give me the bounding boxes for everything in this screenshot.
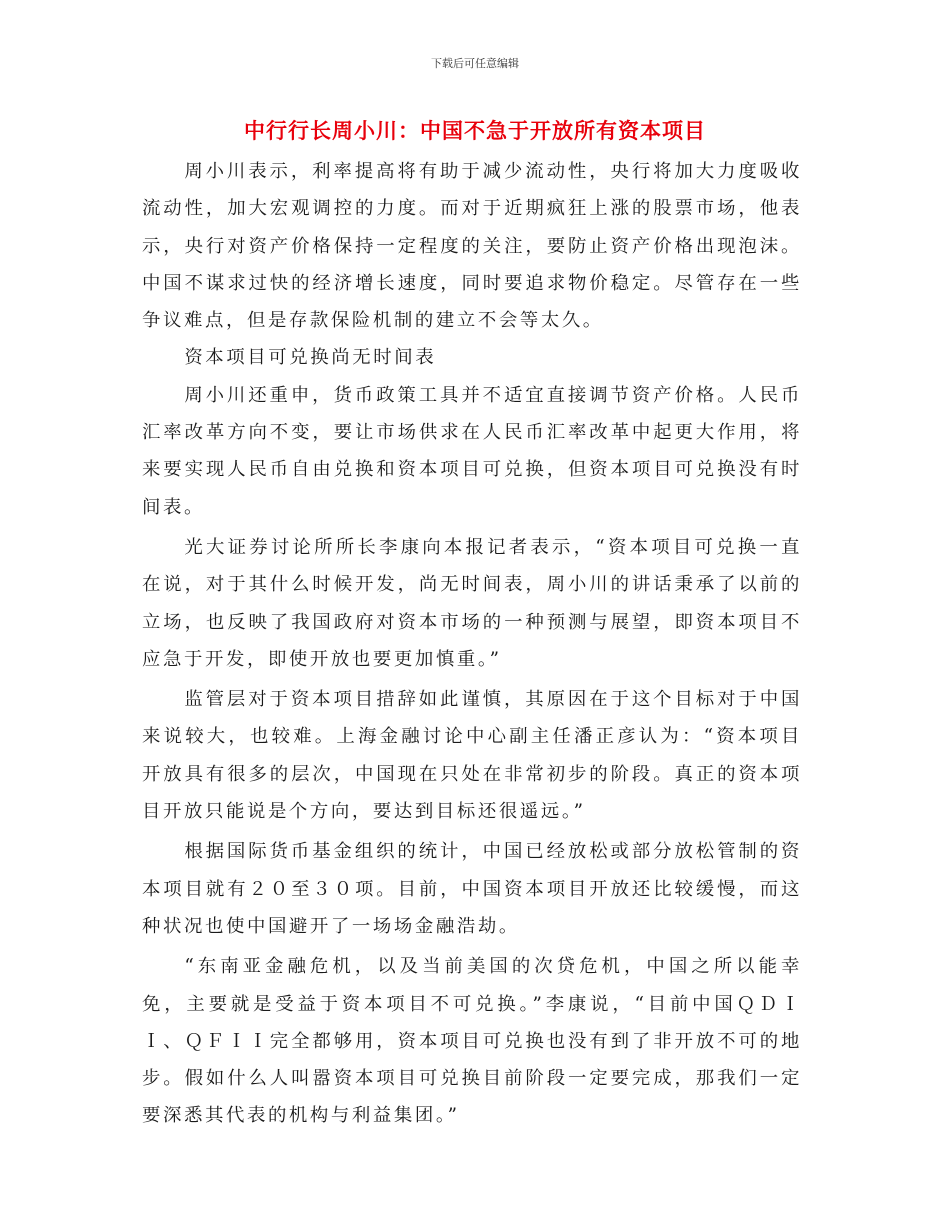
section-heading: 资本项目可兑换尚无时间表 [184,347,437,369]
paragraph-6: “东南亚金融危机，以及当前美国的次贷危机，中国之所以能幸免，主要就是受益于资本项目不可兑换。”李康说，“目前中国ＱＤＩＩ、ＱＦＩＩ完全都够用，资本项目可兑换也没有到了非开放不可的地步。假如什么人叫嚣资本项目可兑换目前阶段一定要完成，那我们一定要深悉其代表的机构与利益集团。” [142,956,802,1127]
paragraph-2: 周小川还重申，货币政策工具并不适宜直接调节资产价格。人民币汇率改革方向不变，要让市场供求在人民币汇率改革中起更大作用，将来要实现人民币自由兑换和资本项目可兑换，但资本项目可兑换没有时间表。 [142,384,802,518]
article-body [142,153,802,1135]
paragraph-3: 光大证券讨论所所长李康向本报记者表示，“资本项目可兑换一直在说，对于其什么时候开发，尚无时间表，周小川的讲话秉承了以前的立场，也反映了我国政府对资本市场的一种预测与展望，即资本项目不应急于开发，即使开放也要更加慎重。” [142,536,802,670]
paragraph-1: 周小川表示，利率提高将有助于减少流动性，央行将加大力度吸收流动性，加大宏观调控的力度。而对于近期疯狂上涨的股票市场，他表示，央行对资产价格保持一定程度的关注，要防止资产价格出现泡沫。中国不谋求过快的经济增长速度，同时要追求物价稳定。尽管存在一些争议难点，但是存款保险机制的建立不会等太久。 [142,161,802,332]
paragraph-4: 监管层对于资本项目措辞如此谨慎，其原因在于这个目标对于中国来说较大，也较难。上海金融讨论中心副主任潘正彦认为：“资本项目开放具有很多的层次，中国现在只处在非常初步的阶段。真正的资本项目开放只能说是个方向，要达到目标还很遥远。” [142,689,802,823]
page-header-note: 下载后可任意编辑 [431,57,519,70]
article-title: 中行行长周小川：中国不急于开放所有资本项目 [244,119,706,143]
paragraph-5: 根据国际货币基金组织的统计，中国已经放松或部分放松管制的资本项目就有２０至３０项。目前，中国资本项目开放还比较缓慢，而这种状况也使中国避开了一场场金融浩劫。 [142,841,802,937]
